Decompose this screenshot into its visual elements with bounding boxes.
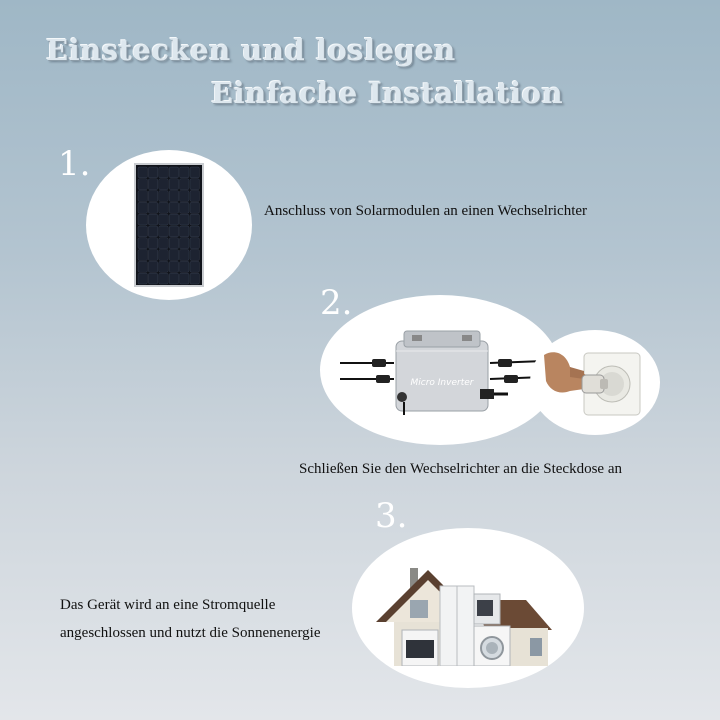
step-2-number: 2. [320,283,353,323]
step-2-socket-oval [530,330,660,435]
house-with-appliances-image [376,556,564,666]
wall-socket-plug-image [540,345,650,423]
headline-line-1: Einstecken und loslegen [46,33,456,67]
solar-panel-image [134,163,204,287]
step-3-image-oval [352,528,584,688]
step-1-number: 1. [58,144,91,184]
step-2-caption: Schließen Sie den Wechselrichter an die Steckdose an [299,461,622,477]
step-3-caption-line-2: angeschlossen und nutzt die Sonnenenergie [60,625,321,641]
headline-line-2: Einfache Installation [211,76,564,110]
step-1-image-oval [86,150,252,300]
step-1-caption: Anschluss von Solarmodulen an einen Wechselrichter [264,203,588,219]
inverter-label: Micro Inverter [410,378,474,388]
step-3-caption-line-1: Das Gerät wird an eine Stromquelle [60,597,276,613]
step-2-image-oval [320,295,560,445]
step-3-number: 3. [375,496,408,536]
micro-inverter-image [332,325,548,425]
